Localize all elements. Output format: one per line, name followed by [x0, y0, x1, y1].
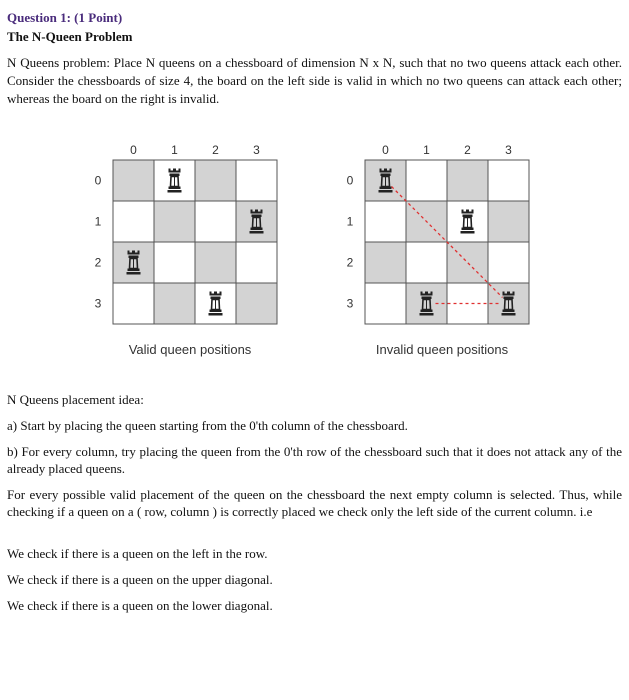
board-square — [488, 201, 529, 242]
col-label: 3 — [505, 143, 512, 157]
valid-board-svg — [85, 138, 305, 368]
row-label: 3 — [346, 296, 354, 311]
board-square — [365, 242, 406, 283]
row-label: 3 — [94, 296, 102, 311]
idea-step-b: b) For every column, try placing the queen from the 0'th row of the chessboard such that it does not attack any of the already placed queens. — [7, 444, 622, 476]
board-square — [154, 242, 195, 283]
row-label: 2 — [346, 255, 354, 270]
valid-board-figure — [85, 138, 305, 368]
invalid-board-caption: Invalid queen positions — [375, 342, 509, 357]
col-label: 1 — [423, 143, 430, 157]
col-label: 2 — [212, 143, 219, 157]
board-square — [195, 242, 236, 283]
col-label: 2 — [464, 143, 471, 157]
row-label: 0 — [346, 173, 354, 188]
invalid-board-svg — [337, 138, 557, 368]
board-square — [488, 160, 529, 201]
board-cells — [113, 160, 277, 324]
intro-paragraph: N Queens problem: Place N queens on a chessboard of dimension N x N, such that no two queens attack each other. Consider the chessboards of size 4, the board on the left side is valid in which no two queens can attack each other; whereas the board on the right is invalid. — [7, 55, 622, 106]
question-label: Question 1: (1 Point) — [7, 10, 123, 25]
board-square — [154, 283, 195, 324]
board-square — [406, 160, 447, 201]
check-row: We check if there is a queen on the left in the row. — [7, 546, 268, 561]
idea-explanation: For every possible valid placement of the queen on the chessboard the next empty column is selected. Thus, while checking if a queen on a ( row, column ) is correctly placed we check only the left side of the current column. i.e — [7, 487, 622, 519]
board-square — [195, 201, 236, 242]
board-square — [154, 201, 195, 242]
board-square — [113, 160, 154, 201]
board-row-labels — [347, 174, 354, 311]
board-square — [236, 242, 277, 283]
invalid-board-figure — [337, 138, 557, 368]
row-label: 2 — [94, 255, 102, 270]
col-label: 0 — [130, 143, 137, 157]
valid-board-caption: Valid queen positions — [128, 342, 252, 357]
board-square — [236, 283, 277, 324]
board-square — [365, 283, 406, 324]
col-label: 0 — [382, 143, 389, 157]
board-col-labels — [382, 143, 512, 157]
board-square — [488, 242, 529, 283]
col-label: 1 — [171, 143, 178, 157]
board-square — [406, 242, 447, 283]
board-square — [113, 201, 154, 242]
board-square — [195, 160, 236, 201]
check-lower-diagonal: We check if there is a queen on the lower diagonal. — [7, 598, 273, 613]
col-label: 3 — [253, 143, 260, 157]
board-square — [447, 160, 488, 201]
row-label: 1 — [346, 214, 354, 229]
board-row-labels — [95, 174, 102, 311]
board-square — [113, 283, 154, 324]
check-upper-diagonal: We check if there is a queen on the upper diagonal. — [7, 572, 273, 587]
board-square — [365, 201, 406, 242]
row-label: 0 — [94, 173, 102, 188]
row-label: 1 — [94, 214, 102, 229]
idea-heading: N Queens placement idea: — [7, 392, 144, 407]
board-col-labels — [130, 143, 260, 157]
idea-step-a: a) Start by placing the queen starting from the 0'th column of the chessboard. — [7, 418, 408, 433]
problem-title: The N-Queen Problem — [7, 29, 133, 44]
board-square — [236, 160, 277, 201]
